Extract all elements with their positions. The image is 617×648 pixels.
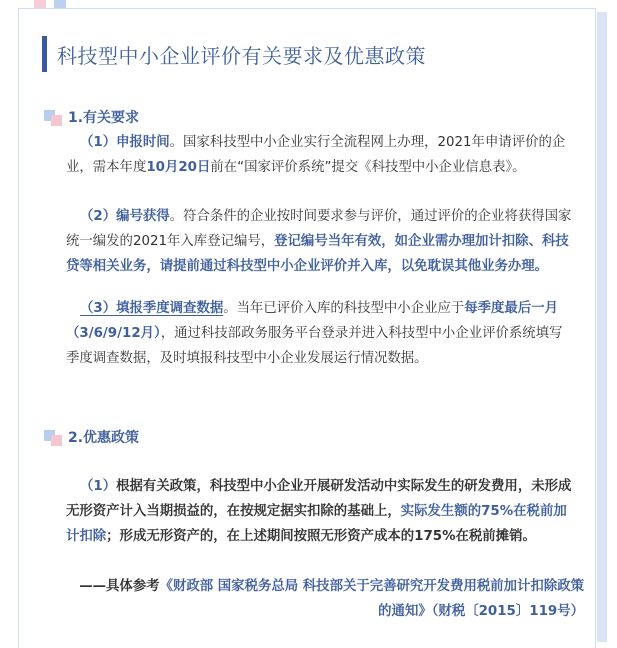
reference-document: 《财政部 国家税务总局 科技部关于完善研究开发费用税前加计扣除政策的通知》 [159,579,584,619]
paragraph-tax-deduction [66,474,574,549]
paragraph-text: 。国家科技型中小企业实行全流程网上办理，2021年申请评价的企业，需本年度 [66,135,566,175]
highlight-text: 登记编号当年有效，如企业需办理加计扣除、科技贷等相关业务，请提前通过科技型中小企业评价并入库，以免耽误其他业务办理。 [66,234,569,274]
paragraph-text: 。符合条件的企业按时间要求参与评价，通过评价的企业将获得国家统一编发的2021年入库登记编号， [66,209,572,249]
deadline-date: 10月20日 [146,160,211,175]
frame-right-border [597,12,607,642]
section-label: 2.优惠政策 [68,430,140,446]
section-heading-policies [44,426,139,448]
paragraph-label: （3）填报季度调查数据 [80,301,224,316]
highlight-text: 实际发生额的75%在税前加计扣除 [66,504,567,544]
squares-icon [44,428,64,446]
paragraph-number-acquisition [66,204,574,279]
paragraph-label: （1） [80,479,117,494]
paragraph-label: （2）编号获得 [80,209,170,224]
title-accent-bar [42,36,47,72]
paragraph-text: 前在“国家评价系统”提交《科技型中小企业信息表》。 [210,160,526,175]
paragraph-quarterly-data [66,296,574,371]
paragraph-text: ；形成无形资产的，在上述期间按照无形资产成本的175%在税前摊销。 [106,529,536,544]
paragraph-submission-time [66,130,574,180]
paragraph-text: 根据有关政策，科技型中小企业开展研发活动中实际发生的研发费用，未形成无形资产计入当期损益的，在按规定据实扣除的基础上， [66,479,572,519]
section-label: 1.有关要求 [68,110,140,126]
paragraph-label: （1）申报时间 [80,135,170,150]
page-header [42,36,426,72]
page-title: 科技型中小企业评价有关要求及优惠政策 [57,43,426,68]
paragraph-text: 。当年已评价入库的科技型中小企业应于 [223,301,465,316]
paragraph-text: ，通过科技部政务服务平台登录并进入科技型中小企业评价系统填写季度调查数据，及时填报科技型中小企业发展运行情况数据。 [66,326,563,366]
squares-icon [44,108,64,126]
section-heading-requirements [44,106,139,128]
reference-prefix: ——具体参考 [79,579,160,594]
reference-number: （财税〔2015〕119号） [431,604,584,619]
reference-citation [66,574,584,624]
highlight-text: 每季度最后一月（3/6/9/12月） [66,301,558,341]
